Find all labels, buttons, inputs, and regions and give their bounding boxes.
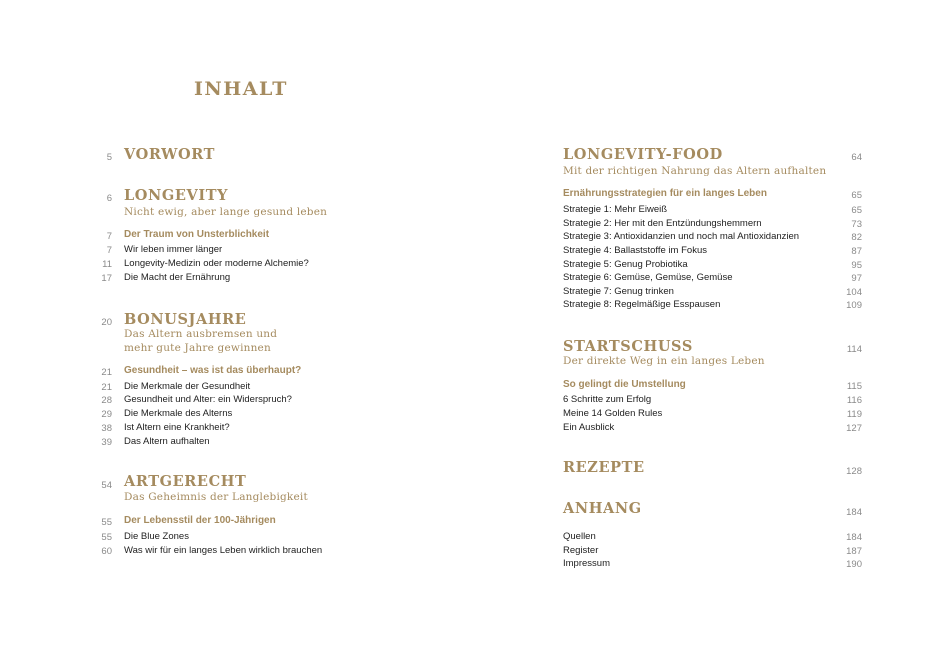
- toc-entry-page: 55: [101, 532, 112, 543]
- toc-entry-page: 109: [846, 300, 862, 311]
- toc-section-title[interactable]: REZEPTE: [563, 459, 645, 476]
- toc-entry[interactable]: Impressum: [563, 558, 610, 569]
- toc-entry-page: 187: [846, 546, 862, 557]
- toc-entry[interactable]: Das Altern aufhalten: [124, 436, 210, 447]
- toc-entry[interactable]: Die Merkmale des Alterns: [124, 408, 233, 419]
- toc-entry-page: 119: [846, 409, 862, 420]
- toc-section-title[interactable]: LONGEVITY: [124, 187, 229, 204]
- toc-entry[interactable]: Ein Ausblick: [563, 422, 615, 433]
- toc-entry-page: 38: [101, 423, 112, 434]
- toc-entry[interactable]: Strategie 8: Regelmäßige Esspausen: [563, 299, 721, 310]
- toc-entry-page: 116: [846, 395, 862, 406]
- toc-entry-page: 21: [101, 382, 112, 393]
- toc-entry[interactable]: Strategie 5: Genug Probiotika: [563, 259, 688, 270]
- toc-entry-page: 7: [106, 245, 112, 256]
- toc-entry[interactable]: Strategie 7: Genug trinken: [563, 286, 674, 297]
- toc-section-title[interactable]: VORWORT: [124, 146, 216, 163]
- toc-entry[interactable]: Strategie 3: Antioxidanzien und noch mal Antioxidanzien: [563, 231, 800, 242]
- toc-section-subtitle: Nicht ewig, aber lange gesund leben: [124, 206, 328, 218]
- toc-entry[interactable]: Die Merkmale der Gesundheit: [124, 381, 251, 392]
- toc-entry[interactable]: Longevity-Medizin oder moderne Alchemie?: [124, 258, 309, 269]
- toc-section-subtitle: mehr gute Jahre gewinnen: [124, 342, 271, 354]
- toc-section-page: 114: [846, 344, 862, 355]
- toc-entry-page: 65: [851, 190, 862, 201]
- toc-entry[interactable]: Wir leben immer länger: [124, 244, 223, 255]
- toc-entry[interactable]: Strategie 1: Mehr Eiweiß: [563, 204, 668, 215]
- toc-section-page: 6: [106, 193, 112, 204]
- toc-entry-page: 65: [851, 205, 862, 216]
- toc-section-page: 64: [851, 152, 862, 163]
- toc-section-title[interactable]: ANHANG: [563, 500, 642, 517]
- toc-subheading[interactable]: So gelingt die Umstellung: [563, 379, 686, 390]
- toc-entry-page: 60: [101, 546, 112, 557]
- toc-section-page: 20: [101, 317, 112, 328]
- toc-entry-page: 39: [101, 437, 112, 448]
- toc-entry[interactable]: Was wir für ein langes Leben wirklich brauchen: [124, 545, 323, 556]
- toc-section-subtitle: Das Altern ausbremsen und: [124, 328, 278, 340]
- toc-entry-page: 127: [846, 423, 862, 434]
- toc-subheading[interactable]: Der Lebensstil der 100-Jährigen: [124, 515, 276, 526]
- toc-entry[interactable]: Die Macht der Ernährung: [124, 272, 231, 283]
- toc-subheading[interactable]: Ernährungsstrategien für ein langes Leben: [563, 188, 767, 199]
- toc-entry-page: 7: [106, 231, 112, 242]
- toc-entry[interactable]: Meine 14 Golden Rules: [563, 408, 663, 419]
- toc-subheading[interactable]: Der Traum von Unsterblichkeit: [124, 229, 270, 240]
- toc-section-page: 5: [106, 152, 112, 163]
- toc-entry[interactable]: Die Blue Zones: [124, 531, 189, 542]
- toc-entry-page: 29: [101, 409, 112, 420]
- toc-entry[interactable]: Strategie 2: Her mit den Entzündungshemmern: [563, 218, 762, 229]
- toc-section-title[interactable]: STARTSCHUSS: [563, 338, 693, 355]
- toc-entry-page: 21: [101, 367, 112, 378]
- toc-entry[interactable]: Register: [563, 545, 599, 556]
- toc-entry-page: 17: [101, 273, 112, 284]
- toc-entry[interactable]: Strategie 6: Gemüse, Gemüse, Gemüse: [563, 272, 733, 283]
- toc-section-title[interactable]: ARTGERECHT: [124, 473, 247, 490]
- toc-entry[interactable]: Ist Altern eine Krankheit?: [124, 422, 230, 433]
- toc-entry[interactable]: 6 Schritte zum Erfolg: [563, 394, 652, 405]
- toc-entry-page: 55: [101, 517, 112, 528]
- toc-entry-page: 11: [102, 259, 112, 270]
- toc-entry-page: 104: [846, 287, 862, 298]
- toc-section-subtitle: Der direkte Weg in ein langes Leben: [563, 355, 765, 367]
- toc-entry-page: 28: [101, 395, 112, 406]
- toc-entry[interactable]: Quellen: [563, 531, 596, 542]
- toc-section-page: 184: [846, 507, 862, 518]
- toc-entry-page: 82: [851, 232, 862, 243]
- toc-entry-page: 190: [846, 559, 862, 570]
- toc-entry-page: 184: [846, 532, 862, 543]
- toc-entry-page: 87: [851, 246, 862, 257]
- toc-entry-page: 73: [851, 219, 862, 230]
- toc-section-page: 54: [101, 480, 112, 491]
- toc-entry-page: 115: [846, 381, 862, 392]
- toc-section-title[interactable]: BONUSJAHRE: [124, 311, 247, 328]
- page-title: INHALT: [194, 78, 288, 100]
- toc-entry-page: 95: [851, 260, 862, 271]
- toc-section-page: 128: [846, 466, 862, 477]
- toc-subheading[interactable]: Gesundheit – was ist das überhaupt?: [124, 365, 302, 376]
- toc-entry-page: 97: [851, 273, 862, 284]
- toc-section-title[interactable]: LONGEVITY-FOOD: [563, 146, 723, 163]
- toc-entry[interactable]: Strategie 4: Ballaststoffe im Fokus: [563, 245, 707, 256]
- toc-entry[interactable]: Gesundheit und Alter: ein Widerspruch?: [124, 394, 292, 405]
- toc-section-subtitle: Das Geheimnis der Langlebigkeit: [124, 491, 308, 503]
- toc-section-subtitle: Mit der richtigen Nahrung das Altern aufhalten: [563, 165, 827, 177]
